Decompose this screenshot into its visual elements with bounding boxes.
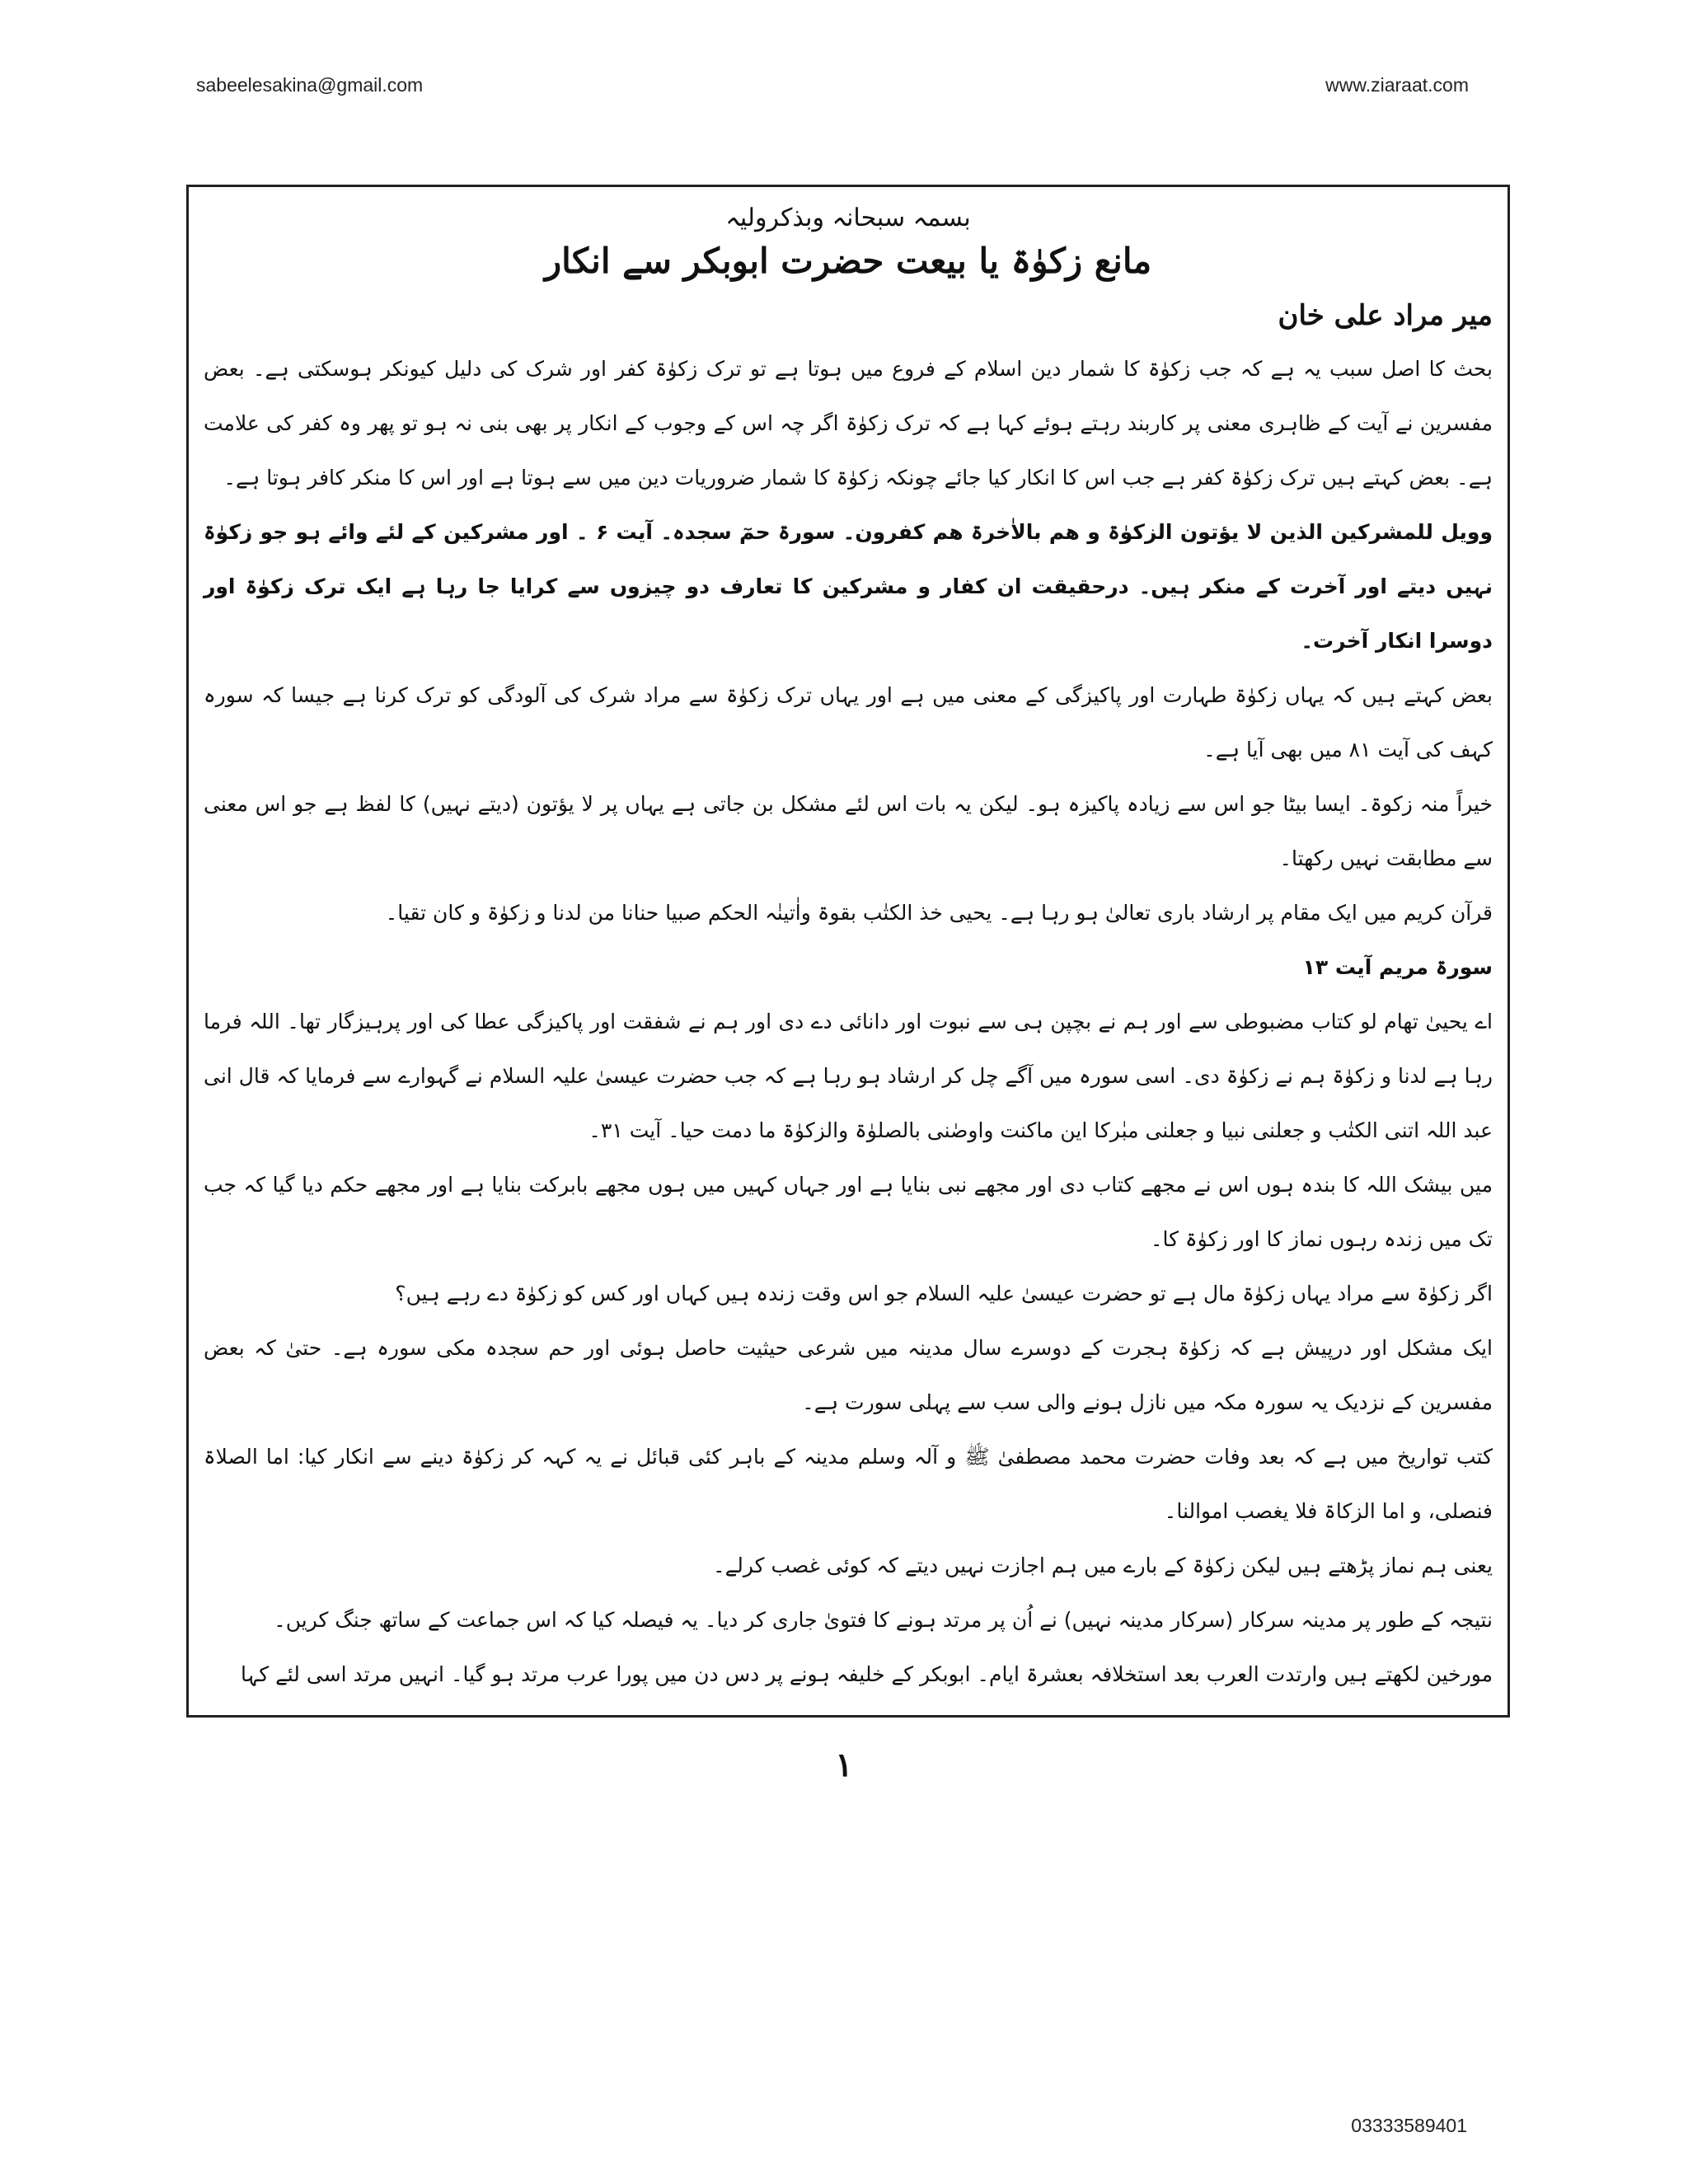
- header-email: sabeelesakina@gmail.com: [196, 74, 424, 96]
- paragraph-11: یعنی ہم نماز پڑھتے ہیں لیکن زکوٰۃ کے بارے میں ہم اجازت نہیں دیتے کہ کوئی غصب کرلے۔: [712, 1554, 1493, 1577]
- paragraph-3: بعض کہتے ہیں کہ یہاں زکوٰۃ طہارت اور پاکیزگی کے معنی میں ہے اور یہاں ترک زکوٰۃ سے مراد شرک کی آلودگی کو ترک کرنا ہے جیسا کہ سورہ کہف کی آیت ۸۱ میں بھی آیا ہے۔: [204, 683, 1493, 762]
- paragraph-2: وویل للمشرکین الذین لا یؤتون الزکوٰۃ و ھم بالاٰخرۃ ھم کفرون۔ سورۃ حمٓ سجدہ۔ آیت ۶ ۔ اور مشرکین کے لئے وائے ہو جو زکوٰۃ نہیں دیتے اور آخرت کے منکر ہیں۔ درحقیقت ان کفار و مشرکین کا تعارف دو چیزوں سے کرایا جا رہا ہے ایک ترک زکوٰۃ اور دوسرا انکار آخرت۔: [204, 520, 1493, 653]
- paragraph-4: خیراً منہ زکوۃ۔ ایسا بیٹا جو اس سے زیادہ پاکیزہ ہو۔ لیکن یہ بات اس لئے مشکل بن جاتی ہے یہاں پر لا یؤتون (دیتے نہیں) کا لفظ ہے جو اس معنی سے مطابقت نہیں رکھتا۔: [204, 792, 1493, 870]
- content-frame: [186, 185, 1510, 1718]
- document-title: مانع زکوٰۃ یا بیعت حضرت ابوبکر سے انکار: [544, 241, 1152, 281]
- page-number: ۱: [835, 1746, 853, 1784]
- header-website: www.ziaraat.com: [1325, 74, 1469, 96]
- paragraph-7: میں بیشک اللہ کا بندہ ہوں اس نے مجھے کتاب دی اور مجھے نبی بنایا ہے اور جہاں کہیں میں ہوں مجھے بابرکت بنایا ہے اور مجھے حکم دیا گیا کہ جب تک میں زندہ رہوں نماز کا اور زکوٰۃ کا۔: [204, 1173, 1493, 1251]
- paragraph-1: بحث کا اصل سبب یہ ہے کہ جب زکوٰۃ کا شمار دین اسلام کے فروع میں ہوتا ہے تو ترک زکوٰۃ کفر اور شرک کی دلیل کیونکر ہوسکتی ہے۔ بعض مفسرین نے آیت کے ظاہری معنی پر کاربند رہتے ہوئے کہا ہے کہ ترک زکوٰۃ اگر چہ اس کے وجوب کے انکار پر بھی بنی نہ ہو تو پھر وہ کفر کی علامت ہے۔ بعض کہتے ہیں ترک زکوٰۃ کفر ہے جب اس کا انکار کیا جائے چونکہ زکوٰۃ کا شمار ضروریات دین میں سے ہوتا ہے اور اس کا منکر کافر ہوتا ہے۔: [204, 357, 1493, 490]
- paragraph-8: اگر زکوٰۃ سے مراد یہاں زکوٰۃ مال ہے تو حضرت عیسیٰ علیہ السلام جو اس وقت زندہ ہیں کہاں اور کس کو زکوٰۃ دے رہے ہیں؟: [395, 1282, 1493, 1305]
- paragraph-12: نتیجہ کے طور پر مدینہ سرکار (سرکار مدینہ نہیں) نے اُن پر مرتد ہونے کا فتویٰ جاری کر دیا۔ یہ فیصلہ کیا کہ اس جماعت کے ساتھ جنگ کریں۔: [274, 1608, 1493, 1632]
- bismillah: بسمہ سبحانہ وبذکرولیہ: [725, 204, 971, 232]
- paragraph-10: کتب تواریخ میں ہے کہ بعد وفات حضرت محمد مصطفیٰ ﷺ و آلہ وسلم مدینہ کے باہر کئی قبائل نے یہ کہہ کر زکوٰۃ دینے سے انکار کیا: اما الصلاۃ فنصلی، و اما الزکاۃ فلا یغصب اموالنا۔: [204, 1445, 1493, 1523]
- footer-phone: 03333589401: [1351, 2115, 1467, 2136]
- reference-maryam: سورۃ مریم آیت ۱۳: [1302, 955, 1493, 979]
- paragraph-9: ایک مشکل اور درپیش ہے کہ زکوٰۃ ہجرت کے دوسرے سال مدینہ میں شرعی حیثیت حاصل ہوئی اور حم سجدہ مکی سورہ ہے۔ حتیٰ کہ بعض مفسرین کے نزدیک یہ سورہ مکہ میں نازل ہونے والی سب سے پہلی سورت ہے۔: [204, 1336, 1493, 1414]
- paragraph-13: مورخین لکھتے ہیں وارتدت العرب بعد استخلافہ بعشرۃ ایام۔ ابوبکر کے خلیفہ ہونے پر دس دن میں پورا عرب مرتد ہو گیا۔ انہیں مرتد اسی لئے کہا: [241, 1662, 1493, 1686]
- author-name: میر مراد علی خان: [1278, 299, 1493, 332]
- document-body: [204, 204, 1493, 1707]
- paragraph-5: قرآن کریم میں ایک مقام پر ارشاد باری تعالیٰ ہو رہا ہے۔ یحیی خذ الکتٰب بقوۃ واٰتینٰہ الحکم صبیا حنانا من لدنا و زکوٰۃ و کان تقیا۔: [385, 901, 1493, 925]
- paragraph-6: اے یحییٰ تھام لو کتاب مضبوطی سے اور ہم نے بچپن ہی سے نبوت اور دانائی دے دی اور ہم نے شفقت اور پاکیزگی عطا کی اور پرہیزگار تھا۔ اللہ فرما رہا ہے لدنا و زکوٰۃ ہم نے زکوٰۃ دی۔ اسی سورہ میں آگے چل کر ارشاد ہو رہا ہے کہ جب حضرت عیسیٰ علیہ السلام نے گہوارے سے فرمایا کہ قال انی عبد اللہ اتنی الکتٰب و جعلنی نبیا و جعلنی مبٰرکا این ماکنت واوصٰنی بالصلوٰۃ والزکوٰۃ ما دمت حیا۔ آیت ۳۱۔: [204, 1010, 1493, 1142]
